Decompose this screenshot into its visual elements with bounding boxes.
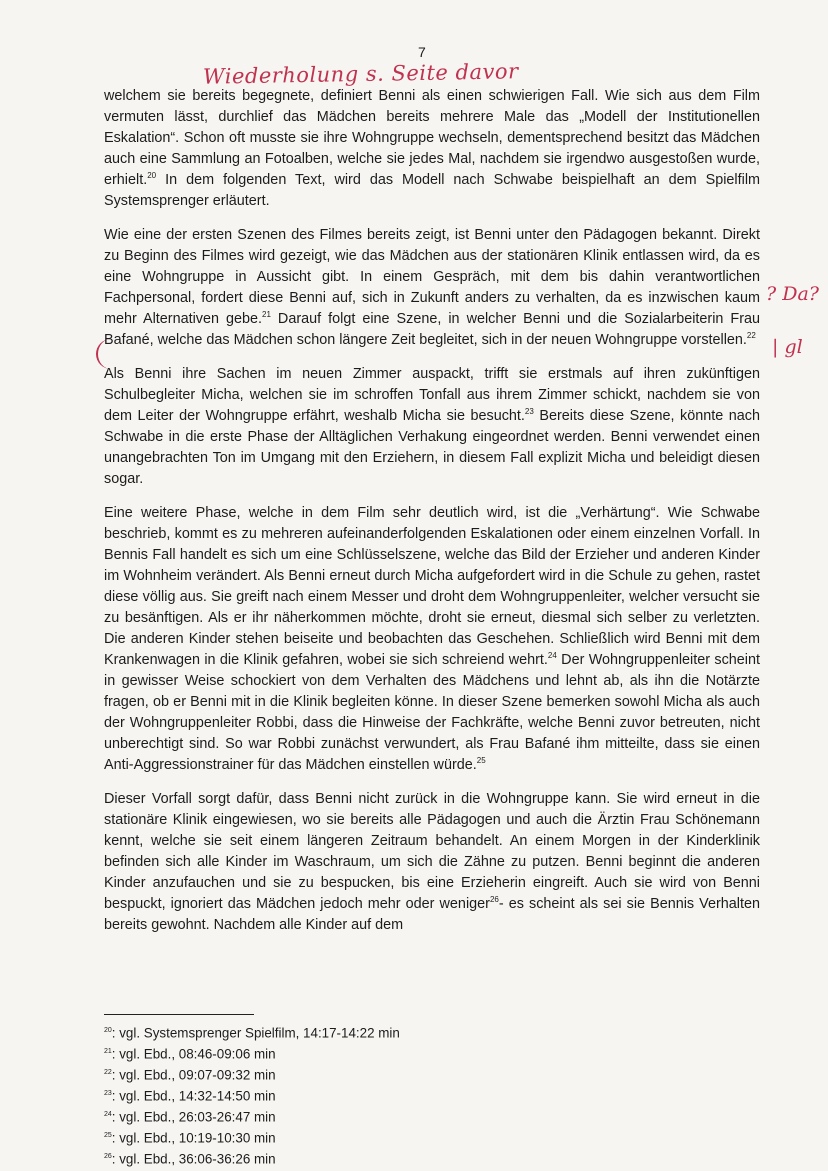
footnote-text: : vgl. Systemsprenger Spielfilm, 14:17-14:22 min bbox=[111, 1025, 400, 1041]
footnote-number: 20 bbox=[104, 1027, 112, 1034]
footnote-number: 22 bbox=[104, 1068, 112, 1076]
footnote-text: : vgl. Ebd., 10:19-10:30 min bbox=[111, 1130, 276, 1146]
footnote-number: 24 bbox=[104, 1110, 112, 1118]
footnote-25 bbox=[104, 1127, 400, 1148]
handwritten-annotation-side-1: ? Da? bbox=[766, 283, 819, 305]
paragraph-text: Dieser Vorfall sorgt dafür, dass Benni nicht zurück in die Wohngruppe kann. Sie wird erneut in die stationäre Klinik eingewiesen, wo sie bereits alle Pädagogen und auch die Ärztin Frau Schönemann kennt, welche sie seit einem längeren Zeitraum behandelt. An einem Morgen in der Kinderklinik befinden sich alle Kinder im Waschraum, um sich die Zähne zu putzen. Benni beginnt die anderen Kinder anzufauchen und sie zu bespucken, bis eine Erzieherin eingreift. Auch sie wird von Benni bespuckt, ignoriert das Mädchen jedoch mehr oder weniger bbox=[104, 791, 760, 912]
footnote-text: : vgl. Ebd., 14:32-14:50 min bbox=[111, 1088, 276, 1104]
footnote-ref: 20 bbox=[147, 171, 157, 181]
footnotes bbox=[104, 1022, 400, 1169]
footnote-ref: 22 bbox=[746, 331, 756, 341]
footnote-ref: 21 bbox=[262, 310, 271, 320]
footnote-text: : vgl. Ebd., 09:07-09:32 min bbox=[111, 1067, 276, 1083]
body-text bbox=[104, 86, 760, 949]
paragraph-tail: Der Wohngruppenleiter scheint in gewisser Weise schockiert von dem Verhalten des Mädchens und lehnt ab, als ihn die Notärzte fragen, ob er Benni mit in die Klinik begleiten könne. In dieser Szene bemerken sowohl Micha als auch der Wohngruppenleiter Robbi, dass die Hinweise der Fachkräfte, welche Benni zuvor betreuten, nicht unberechtigt sind. So war Robbi zunächst verwundert, als Frau Bafané ihm mitteilte, dass sie einen Anti-Aggressionstrainer für das Mädchen einstellen würde. bbox=[104, 652, 760, 773]
paragraph-2 bbox=[104, 225, 760, 351]
footnote-text: : vgl. Ebd., 08:46-09:06 min bbox=[111, 1046, 276, 1062]
paragraph-3 bbox=[104, 364, 760, 490]
footnote-ref: 23 bbox=[524, 407, 534, 417]
footnote-text: : vgl. Ebd., 36:06-36:26 min bbox=[111, 1151, 276, 1167]
paragraph-5 bbox=[104, 789, 760, 936]
paragraph-4 bbox=[104, 503, 760, 776]
paragraph-tail: Darauf folgt eine Szene, in welcher Benni und die Sozialarbeiterin Frau Bafané, welche das Mädchen schon längere Zeit begleitet, sich in der neuen Wohngruppe vorstellen. bbox=[104, 311, 760, 348]
footnote-21 bbox=[104, 1043, 400, 1064]
handwritten-annotation-top: Wiederholung s. Seite davor bbox=[202, 59, 519, 89]
footnote-ref: 24 bbox=[547, 651, 557, 661]
paragraph-text: Als Benni ihre Sachen im neuen Zimmer auspackt, trifft sie erstmals auf ihren zukünftigen Schulbegleiter Micha, welchen sie im schroffen Tonfall aus ihrem Zimmer schickt, nachdem sie von dem Leiter der Wohngruppe erfährt, weshalb Micha sie besucht. bbox=[104, 366, 760, 424]
footnote-ref: 26 bbox=[489, 895, 499, 905]
footnote-26 bbox=[104, 1148, 400, 1169]
footnote-20 bbox=[104, 1022, 400, 1043]
footnote-23 bbox=[104, 1085, 400, 1106]
footnote-number: 21 bbox=[104, 1047, 112, 1055]
paragraph-tail: In dem folgenden Text, wird das Modell nach Schwabe beispielhaft an dem Spielfilm Systemsprenger erläutert. bbox=[104, 172, 760, 209]
handwritten-annotation-side-2: | gl bbox=[772, 336, 803, 358]
footnote-24 bbox=[104, 1106, 400, 1127]
paragraph-1 bbox=[104, 86, 760, 212]
paragraph-tail: Bereits diese Szene, könnte nach Schwabe in die erste Phase der Alltäglichen Verhakung eingeordnet werden. Benni verwendet einen unangebrachten Ton im Umgang mit den Erziehern, in diesem Fall explizit Micha und beleidigt diesen sogar. bbox=[104, 408, 760, 487]
paragraph-tail: - es scheint als sei sie Bennis Verhalten bereits gewohnt. Nachdem alle Kinder auf dem bbox=[104, 896, 760, 933]
page-number: 7 bbox=[418, 44, 426, 60]
footnote-22 bbox=[104, 1064, 400, 1085]
paragraph-text: Eine weitere Phase, welche in dem Film sehr deutlich wird, ist die „Verhärtung“. Wie Schwabe beschrieb, kommt es zu mehreren aufeinanderfolgenden Eskalationen oder einem einzelnen Vorfall. In Bennis Fall handelt es sich um eine Schlüsselszene, welche das Bild der Erzieher und anderen Kinder im Wohnheim verändert. Als Benni erneut durch Micha aufgefordert wird in die Schule zu gehen, rastet diese völlig aus. Sie greift nach einem Messer und droht dem Wohngruppenleiter, welcher versucht sie zu besänftigen. Als er ihr näherkommen möchte, droht sie erneut, diesmal sich selber zu verletzten. Die anderen Kinder stehen beiseite und beobachten das Geschehen. Schließlich wird Benni mit dem Krankenwagen in die Klinik gefahren, wobei sie sich schreiend wehrt. bbox=[104, 505, 760, 668]
paragraph-text: Wie eine der ersten Szenen des Filmes bereits zeigt, ist Benni unter den Pädagogen bekannt. Direkt zu Beginn des Filmes wird gezeigt, wie das Mädchen aus der stationären Klinik entlassen wird, da es eine Wohngruppe in Aussicht gibt. In einem Gespräch, mit dem bis dahin verantwortlichen Fachpersonal, fordert diese Benni auf, sich in Zukunft anders zu verhalten, da es inzwischen kaum mehr Alternativen gebe. bbox=[104, 227, 760, 327]
footnote-number: 23 bbox=[104, 1089, 112, 1097]
footnote-ref: 25 bbox=[476, 756, 486, 766]
footnote-number: 26 bbox=[104, 1152, 112, 1160]
footnote-text: : vgl. Ebd., 26:03-26:47 min bbox=[111, 1109, 276, 1125]
footnote-number: 25 bbox=[104, 1131, 112, 1139]
footnote-divider bbox=[104, 1014, 254, 1015]
paragraph-text: welchem sie bereits begegnete, definiert Benni als einen schwierigen Fall. Wie sich aus dem Film vermuten lässt, durchlief das Mädchen bereits mehrere Male das „Modell der Institutionellen Eskalation“. Schon oft musste sie ihre Wohngruppe wechseln, dementsprechend besitzt das Mädchen auch eine Sammlung an Fotoalben, welche sie jedes Mal, nachdem sie irgendwo ausgestoßen wurde, erhielt. bbox=[104, 88, 760, 188]
